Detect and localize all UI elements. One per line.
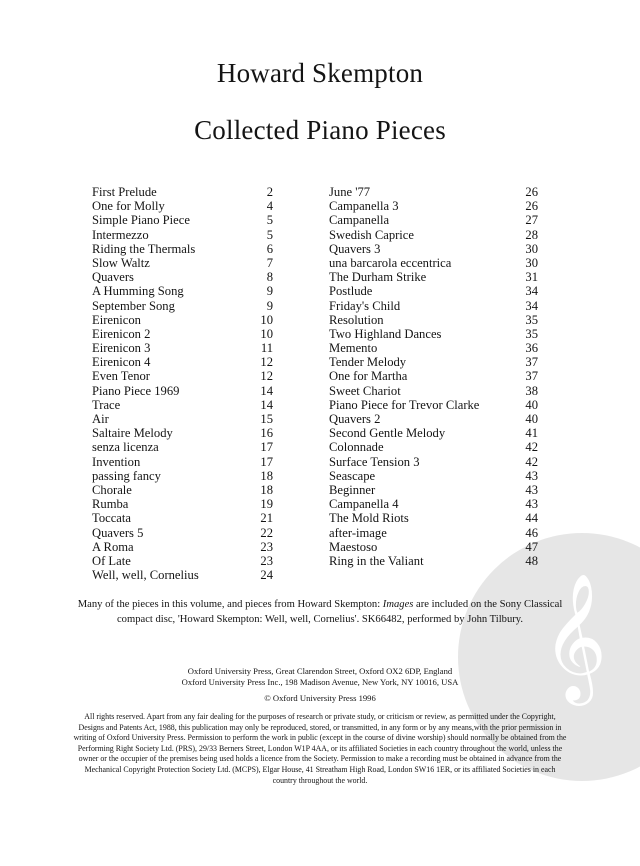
piece-title: The Durham Strike	[329, 270, 427, 285]
piece-title: A Humming Song	[92, 284, 184, 299]
page-number: 11	[260, 341, 273, 356]
contents-entry	[329, 270, 538, 284]
page-number: 7	[266, 255, 273, 270]
piece-title: Friday's Child	[329, 298, 401, 313]
rights-notice: All rights reserved. Apart from any fair dealing for the purposes of research or private study, or criticism or review, as permitted under the Copyright, Designs and Patents Act, 1988, this publication may only be reproduced, stored, or transmitted, in any form or by any means,with the prior permission in writing of Oxford University Press. Permission to perform the work in public (except in the course of divine worship) should normally be obtained from the Performing Right Society Ltd. (PRS), 29/33 Berners Street, London W1P 4AA, or its affiliated Societies in each country throughout the world, unless the owner or the occupier of the premises being used holds a licence from the Society. Permission to make a recording must be obtained in advance from the Mechanical Copyright Protection Society Ltd. (MCPS), Elgar House, 41 Streatham High Road, London SW16 1ER, or its affiliated Societies in each country throughout the world.	[73, 712, 567, 785]
contents-entry	[329, 554, 538, 568]
contents-entry	[329, 540, 538, 554]
contents-entry	[92, 511, 273, 525]
piece-title: Riding the Thermals	[92, 241, 196, 256]
page-number: 43	[525, 468, 538, 483]
piece-title: Eirenicon 3	[92, 341, 151, 356]
piece-title: Intermezzo	[92, 227, 149, 242]
page-number: 47	[525, 539, 538, 554]
piece-title: senza licenza	[92, 440, 159, 455]
contents-entry	[92, 199, 273, 213]
contents-entry	[92, 483, 273, 497]
piece-title: Quavers 3	[329, 241, 381, 256]
page-number: 21	[260, 511, 273, 526]
piece-title: after-image	[329, 525, 387, 540]
piece-title: Seascape	[329, 468, 376, 483]
contents-entry	[92, 185, 273, 199]
contents-entry	[92, 313, 273, 327]
page-number: 24	[260, 568, 273, 583]
page-number: 36	[525, 341, 538, 356]
composer-name: Howard Skempton	[216, 58, 424, 88]
copyright-line: © Oxford University Press 1996	[264, 693, 376, 703]
book-title: Collected Piano Pieces	[194, 115, 446, 145]
piece-title: Colonnade	[329, 440, 384, 455]
page-number: 31	[525, 270, 538, 285]
page-number: 19	[260, 497, 273, 512]
piece-title: Maestoso	[329, 539, 378, 554]
piece-title: una barcarola eccentrica	[329, 255, 452, 270]
contents-entry	[92, 270, 273, 284]
piece-title: Postlude	[329, 284, 373, 299]
piece-title: Simple Piano Piece	[92, 213, 190, 228]
contents-entry	[92, 554, 273, 568]
page-number: 28	[525, 227, 538, 242]
page-number: 18	[260, 482, 273, 497]
piece-title: Trace	[92, 397, 121, 412]
contents-entry	[329, 398, 538, 412]
piece-title: The Mold Riots	[329, 511, 409, 526]
contents-left-column	[92, 185, 273, 582]
piece-title: Piano Piece 1969	[92, 383, 180, 398]
contents-entry	[329, 455, 538, 469]
publisher-address-us: Oxford University Press Inc., 198 Madison Avenue, New York, NY 10016, USA	[181, 677, 459, 687]
contents-entry	[329, 199, 538, 213]
contents-entry	[329, 497, 538, 511]
contents-right-column	[329, 185, 538, 568]
page-number: 6	[266, 241, 273, 256]
contents-entry	[92, 540, 273, 554]
page-number: 23	[260, 553, 273, 568]
piece-title: Eirenicon 2	[92, 326, 151, 341]
page-number: 5	[266, 227, 273, 242]
piece-title: Beginner	[329, 482, 376, 497]
piece-title: Surface Tension 3	[329, 454, 420, 469]
recording-note-italic: Images	[382, 599, 414, 610]
contents-entry	[92, 426, 273, 440]
page-number: 34	[525, 298, 538, 313]
piece-title: Quavers 2	[329, 412, 381, 426]
contents-entry	[329, 355, 538, 369]
contents-entry	[92, 213, 273, 227]
page-number: 4	[266, 199, 273, 214]
piece-title: Well, well, Cornelius	[92, 568, 199, 583]
contents-entry	[329, 228, 538, 242]
page-number: 10	[260, 312, 273, 327]
piece-title: Saltaire Melody	[92, 426, 173, 441]
page-number: 26	[525, 185, 538, 199]
piece-title: Quavers 5	[92, 525, 144, 540]
piece-title: Campanella 4	[329, 497, 399, 512]
treble-clef-icon: 𝄞	[542, 572, 608, 700]
piece-title: Chorale	[92, 482, 132, 497]
contents-entry	[329, 412, 538, 426]
contents-entry	[329, 526, 538, 540]
publisher-address-uk: Oxford University Press, Great Clarendon Street, Oxford OX2 6DP, England	[187, 666, 453, 676]
contents-entry	[92, 384, 273, 398]
piece-title: Toccata	[92, 511, 131, 526]
piece-title: One for Martha	[329, 369, 408, 384]
page-number: 42	[525, 440, 538, 455]
contents-entry	[329, 341, 538, 355]
contents-entry	[92, 369, 273, 383]
page-number: 27	[525, 213, 538, 228]
page-number: 15	[260, 412, 273, 426]
contents-entry	[329, 327, 538, 341]
contents-entry	[92, 299, 273, 313]
page-number: 18	[260, 468, 273, 483]
page-number: 38	[525, 383, 538, 398]
contents-entry	[92, 455, 273, 469]
page-number: 40	[525, 397, 538, 412]
page-number: 35	[525, 312, 538, 327]
piece-title: Two Highland Dances	[329, 326, 442, 341]
page-number: 48	[525, 553, 538, 568]
piece-title: Campanella 3	[329, 199, 399, 214]
contents-entry	[329, 384, 538, 398]
contents-entry	[92, 256, 273, 270]
page-number: 40	[525, 412, 538, 426]
piece-title: Even Tenor	[92, 369, 150, 384]
contents-entry	[92, 398, 273, 412]
contents-entry	[329, 185, 538, 199]
recording-note-text-end: are included on the Sony Classical compact disc, 'Howard Skempton: Well, well, Cornelius'. SK66482, performed by John Tilbury.	[116, 599, 563, 625]
piece-title: Piano Piece for Trevor Clarke	[329, 397, 480, 412]
contents-entry	[329, 299, 538, 313]
piece-title: Memento	[329, 341, 378, 356]
page-number: 17	[260, 440, 273, 455]
page-number: 42	[525, 454, 538, 469]
page-number: 14	[260, 383, 273, 398]
contents-entry	[92, 327, 273, 341]
piece-title: Resolution	[329, 312, 384, 327]
contents-entry	[329, 469, 538, 483]
contents-entry	[329, 242, 538, 256]
page-number: 43	[525, 482, 538, 497]
contents-entry	[92, 355, 273, 369]
page-number: 14	[260, 397, 273, 412]
piece-title: Eirenicon	[92, 312, 141, 327]
contents-entry	[92, 440, 273, 454]
contents-entry	[92, 412, 273, 426]
piece-title: One for Molly	[92, 199, 165, 214]
page-number: 16	[260, 426, 273, 441]
page-number: 35	[525, 326, 538, 341]
contents-entry	[329, 284, 538, 298]
piece-title: Of Late	[92, 553, 131, 568]
piece-title: June '77	[329, 185, 371, 199]
page-number: 26	[525, 199, 538, 214]
contents-entry	[329, 313, 538, 327]
page-number: 9	[266, 284, 273, 299]
contents-entry	[92, 284, 273, 298]
piece-title: Second Gentle Melody	[329, 426, 446, 441]
page-number: 17	[260, 454, 273, 469]
page-number: 12	[260, 355, 273, 370]
piece-title: A Roma	[92, 539, 134, 554]
piece-title: Quavers	[92, 270, 134, 285]
piece-title: passing fancy	[92, 468, 161, 483]
piece-title: Ring in the Valiant	[329, 553, 424, 568]
piece-title: September Song	[92, 298, 175, 313]
contents-entry	[329, 256, 538, 270]
piece-title: Tender Melody	[329, 355, 407, 370]
contents-entry	[92, 228, 273, 242]
contents-entry	[329, 213, 538, 227]
page-number: 37	[525, 355, 538, 370]
piece-title: Sweet Chariot	[329, 383, 401, 398]
page-number: 10	[260, 326, 273, 341]
piece-title: Campanella	[329, 213, 390, 228]
page-number: 30	[525, 241, 538, 256]
contents-entry	[92, 341, 273, 355]
piece-title: Eirenicon 4	[92, 355, 151, 370]
contents-entry	[92, 568, 273, 582]
contents-entry	[329, 483, 538, 497]
page-number: 22	[260, 525, 273, 540]
page-number: 34	[525, 284, 538, 299]
page-number: 5	[266, 213, 273, 228]
contents-entry	[329, 426, 538, 440]
contents-entry	[329, 369, 538, 383]
page-number: 46	[525, 525, 538, 540]
contents-entry	[329, 440, 538, 454]
page-number: 37	[525, 369, 538, 384]
page-number: 44	[525, 511, 538, 526]
piece-title: First Prelude	[92, 185, 157, 199]
page-number: 12	[260, 369, 273, 384]
contents-entry	[329, 511, 538, 525]
page-number: 8	[266, 270, 273, 285]
page-number: 9	[266, 298, 273, 313]
recording-note-text: Many of the pieces in this volume, and pieces from Howard Skempton:	[77, 599, 383, 610]
page-number: 23	[260, 539, 273, 554]
contents-entry	[92, 497, 273, 511]
page-number: 41	[525, 426, 538, 441]
piece-title: Air	[92, 412, 109, 426]
contents-entry	[92, 526, 273, 540]
contents-entry	[92, 242, 273, 256]
piece-title: Invention	[92, 454, 141, 469]
page-number: 2	[266, 185, 273, 199]
page-number: 30	[525, 255, 538, 270]
recording-note	[60, 597, 580, 627]
piece-title: Rumba	[92, 497, 129, 512]
piece-title: Swedish Caprice	[329, 227, 414, 242]
contents-entry	[92, 469, 273, 483]
piece-title: Slow Waltz	[92, 255, 150, 270]
publisher-addresses	[60, 666, 580, 688]
page-number: 43	[525, 497, 538, 512]
